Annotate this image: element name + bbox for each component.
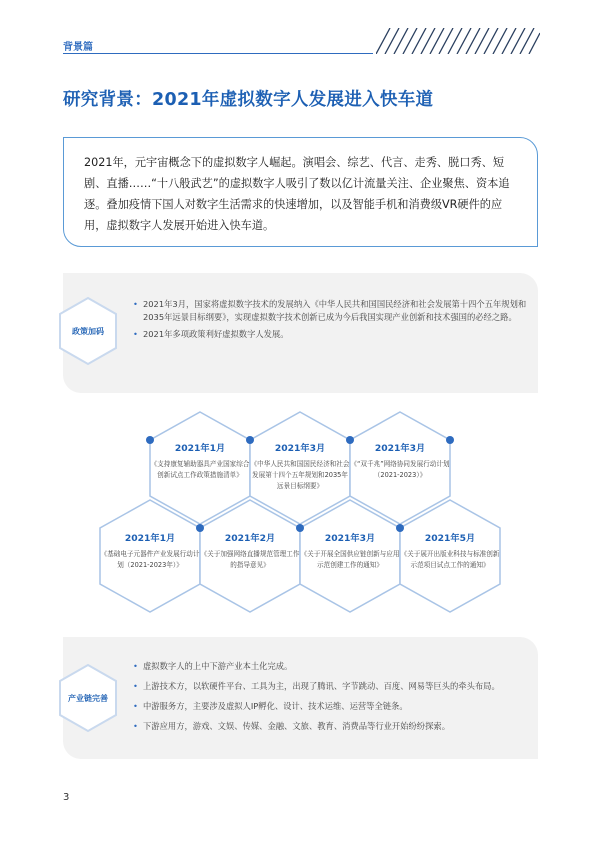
policy-badge: [57, 296, 119, 366]
policy-timeline-diagram: [95, 410, 515, 632]
header-rule: [63, 53, 373, 54]
list-item: • 中游服务方，主要涉及虚拟人IP孵化、设计、技术运维、运营等全链条。: [133, 701, 408, 711]
header-stripes-decoration: [376, 28, 540, 54]
timeline-item: 2021年3月 《“双千兆”网络协同发展行动计划（2021-2023）》: [350, 443, 450, 479]
intro-box: [63, 137, 538, 247]
policy-bullets: [133, 298, 528, 345]
list-item: • 2021年多项政策利好虚拟数字人发展。: [133, 329, 289, 339]
page-title: 研究背景：2021年虚拟数字人发展进入快车道: [63, 90, 434, 110]
timeline-item: 2021年3月 《中华人民共和国国民经济和社会发展第十四个五年规划和2035年远景目标纲要》: [250, 443, 350, 490]
list-item: • 2021年3月，国家将虚拟数字技术的发展纳入《中华人民共和国国民经济和社会发展第十四个五年规划和 2035年远景目标纲要》，实现虚拟数字技术创新已成为今后我国实现产业创新和技术强国的必经之路。: [133, 299, 527, 322]
timeline-item: 2021年5月 《关于展开出版业科技与标准创新示范项目试点工作的通知》: [400, 533, 500, 569]
section-label: 背景篇: [63, 42, 93, 53]
industry-panel: [63, 637, 538, 759]
timeline-item: 2021年3月 《关于开展全国供应链创新与应用示范创建工作的通知》: [300, 533, 400, 569]
timeline-item: 2021年1月 《基础电子元器件产业发展行动计划（2021-2023年）》: [100, 533, 200, 569]
timeline-item: 2021年1月 《支持康复辅助器具产业国家综合创新试点工作政策措施清单》: [150, 443, 250, 479]
industry-bullets: [133, 660, 533, 740]
policy-badge-label: 政策加码: [72, 327, 104, 336]
list-item: • 虚拟数字人的上中下游产业本土化完成。: [133, 661, 293, 671]
industry-badge: [57, 663, 119, 733]
timeline-item: 2021年2月 《关于加强网络直播规范管理工作的指导意见》: [200, 533, 300, 569]
industry-badge-label: 产业链完善: [68, 694, 108, 703]
page-number: 3: [63, 792, 70, 803]
list-item: • 上游技术方，以软硬件平台、工具为主，出现了腾讯、字节跳动、百度、网易等巨头的牵头布局。: [133, 681, 500, 691]
intro-paragraph: 2021年，元宇宙概念下的虚拟数字人崛起。演唱会、综艺、代言、走秀、脱口秀、短剧、直播……“十八般武艺”的虚拟数字人吸引了数以亿计流量关注、企业聚焦、资本追逐。叠加疫情下国人对数字生活需求的快速增加，以及智能手机和消费级VR硬件的应用，虚拟数字人发展开始进入快车道。: [84, 156, 510, 232]
policy-panel: [63, 273, 538, 393]
list-item: • 下游应用方，游戏、文娱、传媒、金融、文旅、教育、消费品等行业开始纷纷探索。: [133, 721, 450, 731]
